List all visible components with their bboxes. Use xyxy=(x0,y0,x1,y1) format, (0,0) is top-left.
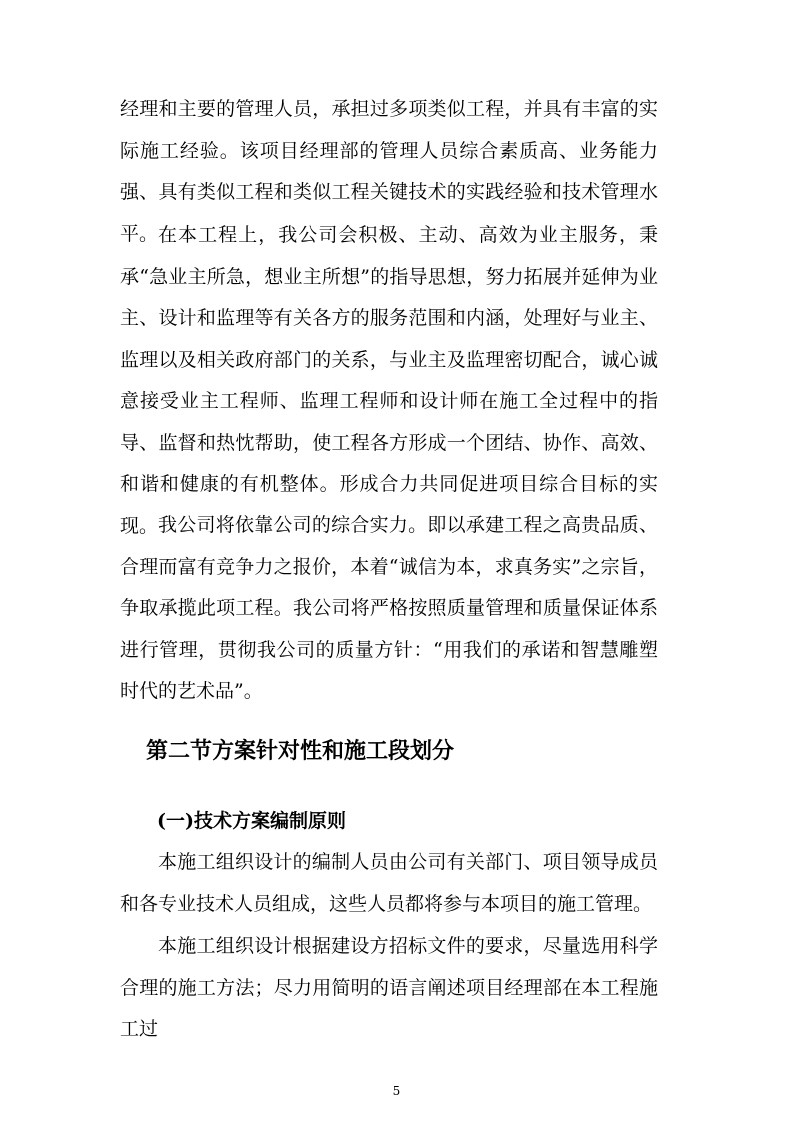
paragraph-quality-policy: 我公司将依靠公司的综合实力。即以承建工程之高贵品质、合理而富有竞争力之报价，本着“诚信为本，求真务实”之宗旨，争取承揽此项工程。我公司将严格按照质量管理和质量保证体系进行管理，贯彻我公司的质量方针：“用我们的承诺和智慧雕塑时代的艺术品”。 xyxy=(120,514,658,702)
paragraph-service-commitment: 在本工程上，我公司会积极、主动、高效为业主服务，秉承“急业主所急，想业主所想”的指导思想，努力拓展并延伸为业主、设计和监理等有关各方的服务范围和内涵，处理好与业主、监理以及相关政府部门的关系，与业主及监理密切配合，诚心诚意接受业主工程师、监理工程师和设计师在施工全过程中的指导、监督和热忱帮助，使工程各方形成一个团结、协作、高效、和谐和健康的有机整体。形成合力共同促进项目综合目标的实现。 xyxy=(120,224,658,537)
paragraph-construction-method: 本施工组织设计根据建设方招标文件的要求，尽量选用科学合理的施工方法；尽力用简明的语言阐述项目经理部在本工程施工过 xyxy=(120,935,658,1040)
paragraph-compilation-staff: 本施工组织设计的编制人员由公司有关部门、项目领导成员和各专业技术人员组成，这些人员都将参与本项目的施工管理。 xyxy=(120,851,658,915)
subsection-heading: (一)技术方案编制原则 xyxy=(157,810,346,832)
section-heading: 第二节方案针对性和施工段划分 xyxy=(146,738,455,764)
paragraph-continuation: 经理和主要的管理人员，承担过多项类似工程，并具有丰富的实际施工经验。该项目经理部的管理人员综合素质高、业务能力强、具有类似工程和类似工程关键技术的实践经验和技术管理水平。 xyxy=(120,98,658,245)
page-number: 5 xyxy=(392,1084,401,1098)
